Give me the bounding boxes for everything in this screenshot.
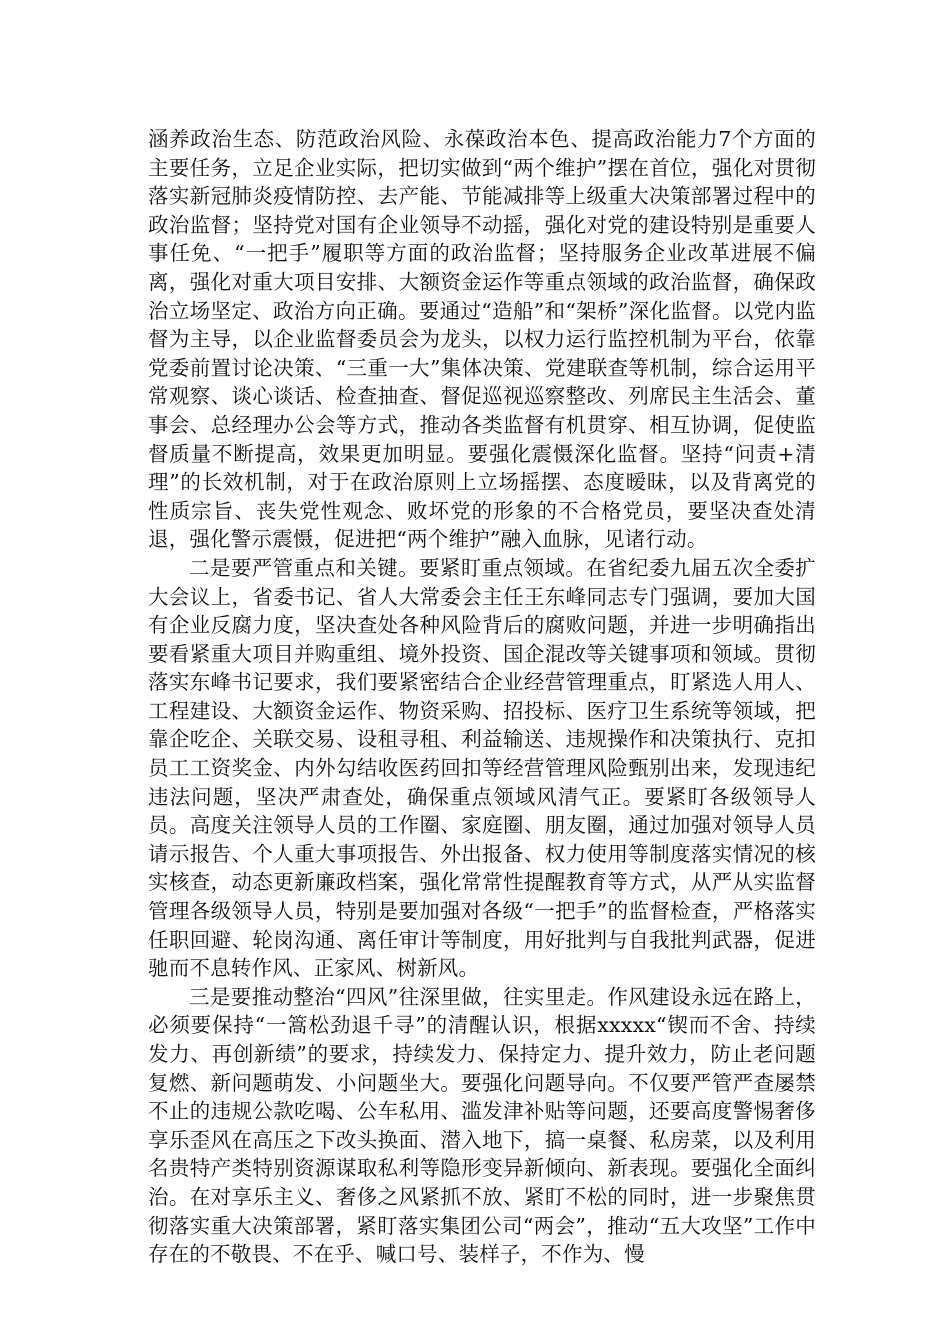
paragraph-3: 三是要推动整治“四风”往深里做，往实里走。作风建设永远在路上，必须要保持“一篙松劲退千寻”的清醒认识，根据xxxxx“锲而不舍、持续发力、再创新绩”的要求，持续发力、保持定力、提升效力，防止老问题复燃、新问题萌发、小问题坐大。要强化问题导向。不仅要严管严查屡禁不止的违规公款吃喝、公车私用、滥发津补贴等问题，还要高度警惕奢侈享乐歪风在高压之下改头换面、潜入地下，搞一桌餐、私房菜，以及利用名贵特产类特别资源谋取私利等隐形变异新倾向、新表现。要强化全面纠治。在对享乐主义、奢侈之风紧抓不放、紧盯不松的同时，进一步聚焦贯彻落实重大决策部署，紧盯落实集团公司“两会”，推动“五大攻坚”工作中存在的不敬畏、不在乎、喊口号、装样子，不作为、慢 — [148, 984, 816, 1267]
paragraph-2: 二是要严管重点和关键。要紧盯重点领域。在省纪委九届五次全委扩大会议上，省委书记、省人大常委会主任王东峰同志专门强调，要加大国有企业反腐力度，坚决查处各种风险背后的腐败问题，并进一步明确指出要看紧重大项目并购重组、境外投资、国企混改等关键事项和领域。贯彻落实东峰书记要求，我们要紧密结合企业经营管理重点，盯紧选人用人、工程建设、大额资金运作、物资采购、招投标、医疗卫生系统等领域，把靠企吃企、关联交易、设租寻租、利益输送、违规操作和决策执行、克扣员工工资奖金、内外勾结收医药回扣等经营管理风险甄别出来，发现违纪违法问题，坚决严肃查处，确保重点领域风清气正。要紧盯各级领导人员。高度关注领导人员的工作圈、家庭圈、朋友圈，通过加强对领导人员请示报告、个人重大事项报告、外出报备、权力使用等制度落实情况的核实核查，动态更新廉政档案，强化常常性提醒教育等方式，从严从实监督管理各级领导人员，特别是要加强对各级“一把手”的监督检查，严格落实任职回避、轮岗沟通、离任审计等制度，用好批判与自我批判武器，促进驰而不息转作风、正家风、树新风。 — [148, 555, 816, 981]
paragraph-1: 涵养政治生态、防范政治风险、永葆政治本色、提高政治能力7个方面的主要任务，立足企业实际，把切实做到“两个维护”摆在首位，强化对贯彻落实新冠肺炎疫情防控、去产能、节能减排等上级重大决策部署过程中的政治监督；坚持党对国有企业领导不动摇，强化对党的建设特别是重要人事任免、“一把手”履职等方面的政治监督；坚持服务企业改革进展不偏离，强化对重大项目安排、大额资金运作等重点领域的政治监督，确保政治立场坚定、政治方向正确。要通过“造船”和“架桥”深化监督。以党内监督为主导，以企业监督委员会为龙头，以权力运行监控机制为平台，依靠党委前置讨论决策、“三重一大”集体决策、党建联查等机制，综合运用平常观察、谈心谈话、检查抽查、督促巡视巡察整改、列席民主生活会、董事会、总经理办公会等方式，推动各类监督有机贯穿、相互协调，促使监督质量不断提高，效果更加明显。要强化震慑深化监督。坚持“问责+清理”的长效机制，对于在政治原则上立场摇摆、态度暧昧，以及背离党的性质宗旨、丧失党性观念、败坏党的形象的不合格党员，要坚决查处清退，强化警示震慑，促进把“两个维护”融入血脉，见诸行动。 — [148, 127, 816, 552]
body-text — [148, 125, 816, 1269]
